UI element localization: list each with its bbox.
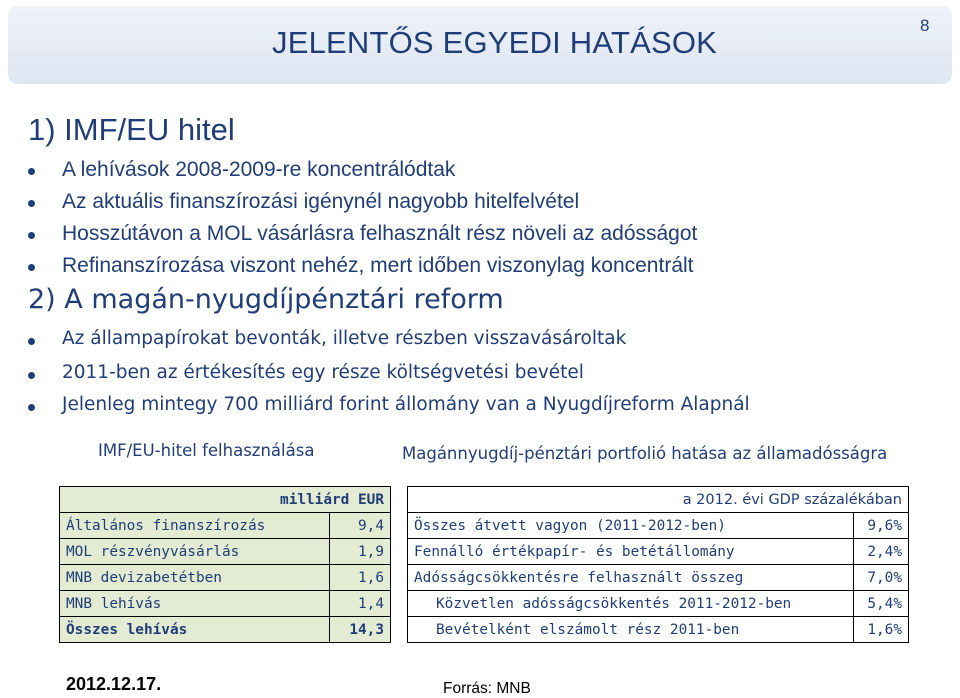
unit-header: a 2012. évi GDP százalékában <box>408 487 909 513</box>
footer-date: 2012.12.17. <box>66 674 162 694</box>
imf-eu-table <box>59 486 391 643</box>
section1-heading: 1) IMF/EU hitel <box>28 112 235 147</box>
row-label: Összes lehívás <box>60 617 330 643</box>
source-note: Forrás: MNB <box>443 680 531 697</box>
row-label: MNB lehívás <box>60 591 330 617</box>
pension-fund-table <box>407 486 909 643</box>
table-row <box>408 617 909 643</box>
page-number: 8 <box>920 16 930 35</box>
row-label: MOL részvényvásárlás <box>60 539 330 565</box>
bullet-icon <box>28 232 35 239</box>
row-label: Általános finanszírozás <box>60 513 330 539</box>
table-row <box>408 565 909 591</box>
row-label: Közvetlen adósságcsökkentés 2011-2012-ben <box>408 591 854 617</box>
section2-heading: 2) A magán-nyugdíjpénztári reform <box>28 284 504 315</box>
row-value: 9,4 <box>330 513 391 539</box>
row-label: MNB devizabetétben <box>60 565 330 591</box>
row-value: 1,4 <box>330 591 391 617</box>
table-row <box>60 539 391 565</box>
slide-title: JELENTŐS EGYEDI HATÁSOK <box>272 25 718 60</box>
bullet-icon <box>28 264 35 271</box>
table-row <box>408 539 909 565</box>
row-label: Összes átvett vagyon (2011-2012-ben) <box>408 513 854 539</box>
row-value: 2,4% <box>854 539 909 565</box>
row-value: 1,9 <box>330 539 391 565</box>
row-value: 7,0% <box>854 565 909 591</box>
row-value: 14,3 <box>330 617 391 643</box>
row-value: 9,6% <box>854 513 909 539</box>
table-row <box>60 591 391 617</box>
row-label: Bevételként elszámolt rész 2011-ben <box>408 617 854 643</box>
bullet-icon <box>28 338 35 345</box>
bullet-icon <box>28 404 35 411</box>
row-value: 1,6 <box>330 565 391 591</box>
table-header-row <box>60 487 391 513</box>
table-row <box>60 513 391 539</box>
bullet-icon <box>28 168 35 175</box>
left-table-title: IMF/EU-hitel felhasználása <box>98 441 315 460</box>
row-value: 5,4% <box>854 591 909 617</box>
row-value: 1,6% <box>854 617 909 643</box>
bullet-icon <box>28 372 35 379</box>
table-row <box>60 565 391 591</box>
right-table-title: Magánnyugdíj-pénztári portfolió hatása az államadósságra <box>402 444 888 463</box>
unit-header: milliárd EUR <box>60 487 391 513</box>
table-row <box>408 513 909 539</box>
row-label: Adósságcsökkentésre felhasznált összeg <box>408 565 854 591</box>
bullet-icon <box>28 200 35 207</box>
row-label: Fennálló értékpapír- és betétállomány <box>408 539 854 565</box>
table-header-row <box>408 487 909 513</box>
table-row <box>408 591 909 617</box>
table-row-total <box>60 617 391 643</box>
